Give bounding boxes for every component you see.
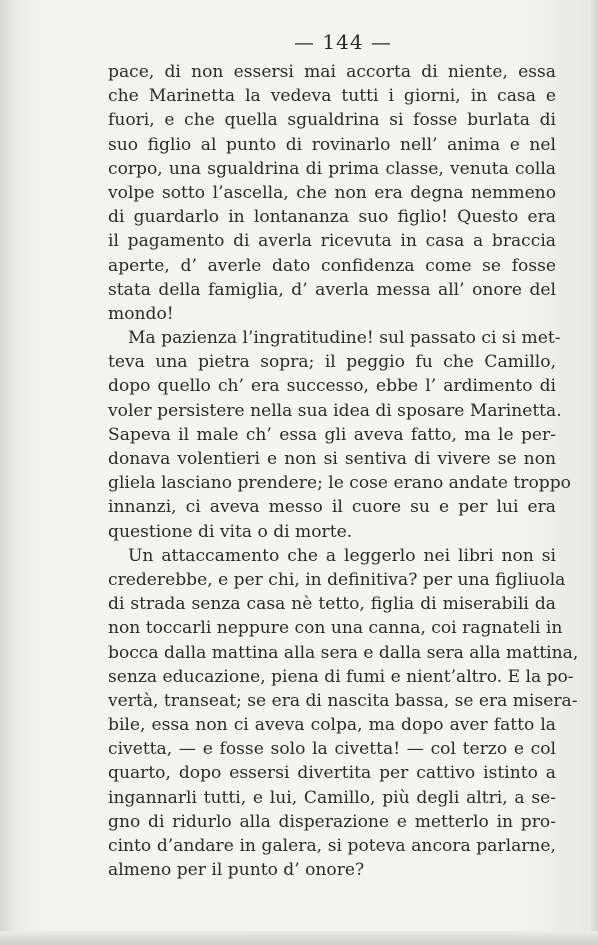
text-line: non toccarli neppure con una canna, coi ragnateli in <box>108 618 563 639</box>
text-line: voler persistere nella sua idea di sposare Marinetta. <box>108 400 562 421</box>
body-text <box>108 60 579 882</box>
text-line: bile, essa non ci aveva colpa, ma dopo aver fatto la <box>108 715 556 736</box>
text-line: crederebbe, e per chi, in definitiva? per una figliuola <box>108 569 566 590</box>
text-line: gno di ridurlo alla disperazione e metterlo in pro- <box>108 811 556 832</box>
text-line: gliela lasciano prendere; le cose erano andate troppo <box>108 473 571 494</box>
text-line: teva una pietra sopra; il peggio fu che Camillo, <box>108 352 556 373</box>
text-line: almeno per il punto d’ onore? <box>108 860 365 881</box>
text-line: vertà, transeat; se era di nascita bassa, se era misera- <box>108 690 578 711</box>
text-line: bocca dalla mattina alla sera e dalla sera alla mattina, <box>108 642 579 663</box>
text-line: quarto, dopo essersi divertita per cattivo istinto a <box>108 763 556 784</box>
page-left-edge <box>0 0 18 945</box>
text-line: civetta, — e fosse solo la civetta! — col terzo e col <box>108 739 556 760</box>
text-line: pace, di non essersi mai accorta di niente, essa <box>108 62 556 82</box>
text-line: Un attaccamento che a leggerlo nei libri non si <box>128 545 556 566</box>
text-line: donava volentieri e non si sentiva di vivere se non <box>108 449 556 469</box>
text-line: dopo quello ch’ era successo, ebbe l’ ardimento di <box>108 376 556 397</box>
text-line: di strada senza casa nè tetto, figlia di miserabili da <box>108 594 556 615</box>
text-line: di guardarlo in lontananza suo figlio! Questo era <box>108 207 556 228</box>
text-line: mondo! <box>108 303 174 324</box>
text-line: Ma pazienza l’ingratitudine! sul passato ci si met- <box>128 328 561 349</box>
text-line: Sapeva il male ch’ essa gli aveva fatto, ma le per- <box>108 424 556 445</box>
text-line: che Marinetta la vedeva tutti i giorni, in casa e <box>108 86 556 107</box>
page-right-edge <box>588 0 598 945</box>
text-line: volpe sotto l’ascella, che non era degna nemmeno <box>108 182 556 203</box>
page-bottom-edge <box>0 931 598 945</box>
text-line: innanzi, ci aveva messo il cuore su e per lui era <box>108 497 556 518</box>
text-line: fuori, e che quella sgualdrina si fosse burlata di <box>108 110 556 131</box>
text-line: aperte, d’ averle dato confidenza come se fosse <box>108 255 556 276</box>
text-line: questione di vita o di morte. <box>108 521 353 542</box>
text-line: senza educazione, piena di fumi e nient’altro. E la po- <box>108 666 574 687</box>
text-line: stata della famiglia, d’ averla messa all’ onore del <box>108 279 556 300</box>
text-line: cinto d’andare in galera, si poteva ancora parlarne, <box>108 836 556 856</box>
text-line: ingannarli tutti, e lui, Camillo, più degli altri, a se- <box>108 787 556 808</box>
text-line: suo figlio al punto di rovinarlo nell’ anima e nel <box>108 134 556 155</box>
text-line: il pagamento di averla ricevuta in casa a braccia <box>108 231 556 252</box>
page-number: — 144 — <box>294 30 392 54</box>
text-line: corpo, una sgualdrina di prima classe, venuta colla <box>108 158 556 179</box>
